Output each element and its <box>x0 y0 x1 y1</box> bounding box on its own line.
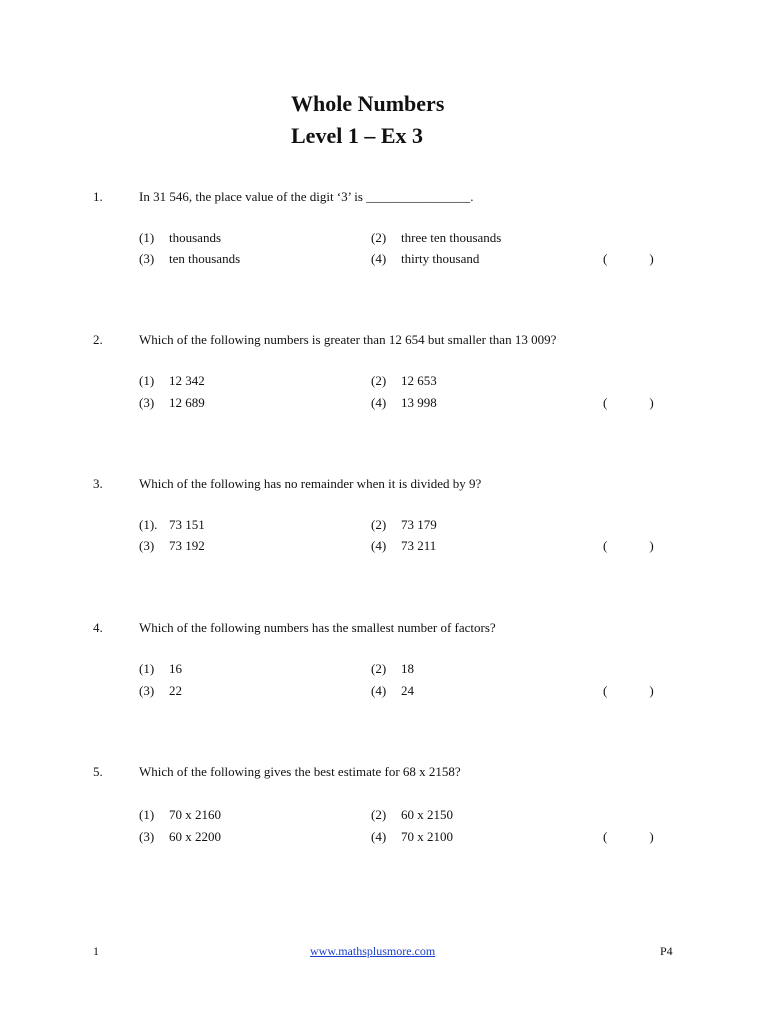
answer-open-paren: ( <box>603 395 608 410</box>
answer-box[interactable] <box>603 680 654 701</box>
option-text: 13 998 <box>401 395 437 410</box>
title-line-2: Level 1 – Ex 3 <box>291 123 423 148</box>
website-link[interactable]: www.mathsplusmore.com <box>310 944 436 958</box>
option-text: 60 x 2150 <box>401 807 453 822</box>
option-label: (2) <box>371 517 387 532</box>
option-1 <box>139 658 182 679</box>
option-3 <box>139 826 221 847</box>
option-4 <box>371 680 414 701</box>
question-text: Which of the following has no remainder when it is divided by 9? <box>139 476 482 491</box>
option-4 <box>371 392 437 413</box>
option-3 <box>139 392 205 413</box>
option-3 <box>139 248 240 269</box>
question-text: Which of the following numbers has the smallest number of factors? <box>139 620 496 635</box>
option-label: (3) <box>139 829 155 844</box>
option-1 <box>139 227 221 248</box>
option-text: thirty thousand <box>401 251 480 266</box>
answer-close-paren: ) <box>649 395 654 410</box>
question-number: 5. <box>93 764 103 779</box>
option-text: 12 342 <box>169 373 205 388</box>
option-text: 70 x 2160 <box>169 807 221 822</box>
option-label: (4) <box>371 251 387 266</box>
option-text: 12 689 <box>169 395 205 410</box>
worksheet-title <box>291 88 444 152</box>
option-1 <box>139 370 205 391</box>
option-label: (1) <box>139 230 155 245</box>
option-label: (4) <box>371 683 387 698</box>
answer-open-paren: ( <box>603 251 608 266</box>
option-2 <box>371 370 437 391</box>
option-label: (4) <box>371 829 387 844</box>
option-label: (2) <box>371 661 387 676</box>
option-text: 73 211 <box>401 538 437 553</box>
option-2 <box>371 804 453 825</box>
option-4 <box>371 826 453 847</box>
option-label: (1) <box>139 373 155 388</box>
option-2 <box>371 514 437 535</box>
option-text: 73 179 <box>401 517 437 532</box>
option-label: (3) <box>139 683 155 698</box>
option-text: 60 x 2200 <box>169 829 221 844</box>
option-label: (1) <box>139 807 155 822</box>
option-1 <box>139 514 205 535</box>
option-text: 16 <box>169 661 182 676</box>
option-4 <box>371 535 436 556</box>
option-2 <box>371 658 414 679</box>
question-text: Which of the following gives the best estimate for 68 x 2158? <box>139 764 461 779</box>
question-text: Which of the following numbers is greater than 12 654 but smaller than 13 009? <box>139 332 557 347</box>
page-number: 1 <box>93 944 99 958</box>
option-label: (3) <box>139 251 155 266</box>
option-label: (4) <box>371 395 387 410</box>
answer-open-paren: ( <box>603 538 608 553</box>
question-number: 4. <box>93 620 103 635</box>
option-text: three ten thousands <box>401 230 502 245</box>
option-label: (2) <box>371 373 387 388</box>
question-number: 2. <box>93 332 103 347</box>
option-3 <box>139 535 205 556</box>
question-number: 1. <box>93 189 103 204</box>
question-number: 3. <box>93 476 103 491</box>
answer-close-paren: ) <box>649 251 654 266</box>
answer-close-paren: ) <box>649 683 654 698</box>
option-text: 22 <box>169 683 182 698</box>
option-text: 24 <box>401 683 414 698</box>
answer-box[interactable] <box>603 392 654 413</box>
option-text: 12 653 <box>401 373 437 388</box>
answer-open-paren: ( <box>603 829 608 844</box>
option-label: (1). <box>139 517 158 532</box>
answer-box[interactable] <box>603 826 654 847</box>
option-label: (3) <box>139 538 155 553</box>
option-1 <box>139 804 221 825</box>
option-text: 73 192 <box>169 538 205 553</box>
option-label: (4) <box>371 538 387 553</box>
option-text: 70 x 2100 <box>401 829 453 844</box>
title-line-1: Whole Numbers <box>291 91 445 116</box>
answer-open-paren: ( <box>603 683 608 698</box>
option-2 <box>371 227 501 248</box>
answer-box[interactable] <box>603 535 654 556</box>
answer-box[interactable] <box>603 248 654 269</box>
answer-close-paren: ) <box>649 829 654 844</box>
option-label: (3) <box>139 395 155 410</box>
answer-close-paren: ) <box>649 538 654 553</box>
level-label: P4 <box>660 944 673 958</box>
option-text: thousands <box>169 230 221 245</box>
option-label: (2) <box>371 230 387 245</box>
option-3 <box>139 680 182 701</box>
option-label: (1) <box>139 661 155 676</box>
option-4 <box>371 248 479 269</box>
option-text: ten thousands <box>169 251 241 266</box>
question-text: In 31 546, the place value of the digit ‘3’ is ________________. <box>139 189 474 204</box>
option-text: 18 <box>401 661 414 676</box>
option-label: (2) <box>371 807 387 822</box>
option-text: 73 151 <box>169 517 205 532</box>
